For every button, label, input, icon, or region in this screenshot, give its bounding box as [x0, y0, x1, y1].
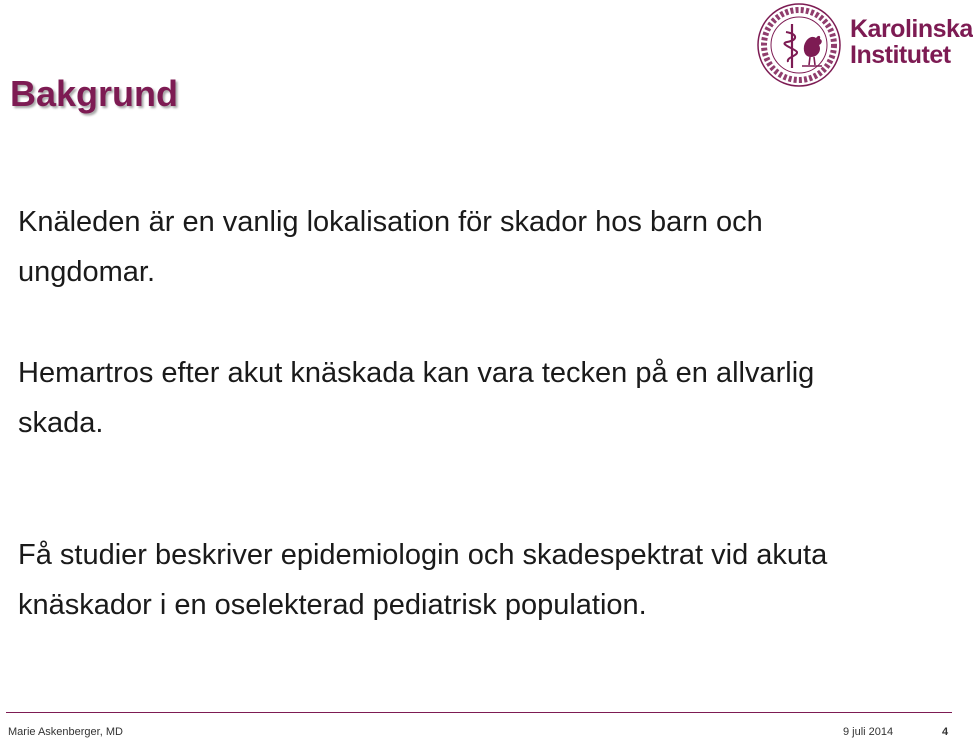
- footer-divider: [6, 712, 952, 713]
- footer-date: 9 juli 2014: [843, 726, 894, 738]
- logo-wordmark: [850, 16, 973, 68]
- logo-line-1: Karolinska: [850, 15, 973, 43]
- logo-line-2: Institutet: [850, 41, 951, 69]
- slide-title: Bakgrund: [10, 73, 179, 114]
- footer-page-number: 4: [942, 726, 949, 738]
- bullet-paragraph-2: Hemartros efter akut knäskada kan vara tecken på en allvarlig skada.: [18, 357, 815, 439]
- ki-seal-icon: [756, 2, 842, 88]
- bullet-paragraph-3: Få studier beskriver epidemiologin och skadespektrat vid akuta knäskador i en oselekterad pediatrisk population.: [18, 539, 828, 621]
- bullet-paragraph-1: Knäleden är en vanlig lokalisation för skador hos barn och ungdomar.: [18, 206, 763, 288]
- karolinska-logo: [756, 2, 973, 88]
- footer-author: Marie Askenberger, MD: [8, 726, 123, 738]
